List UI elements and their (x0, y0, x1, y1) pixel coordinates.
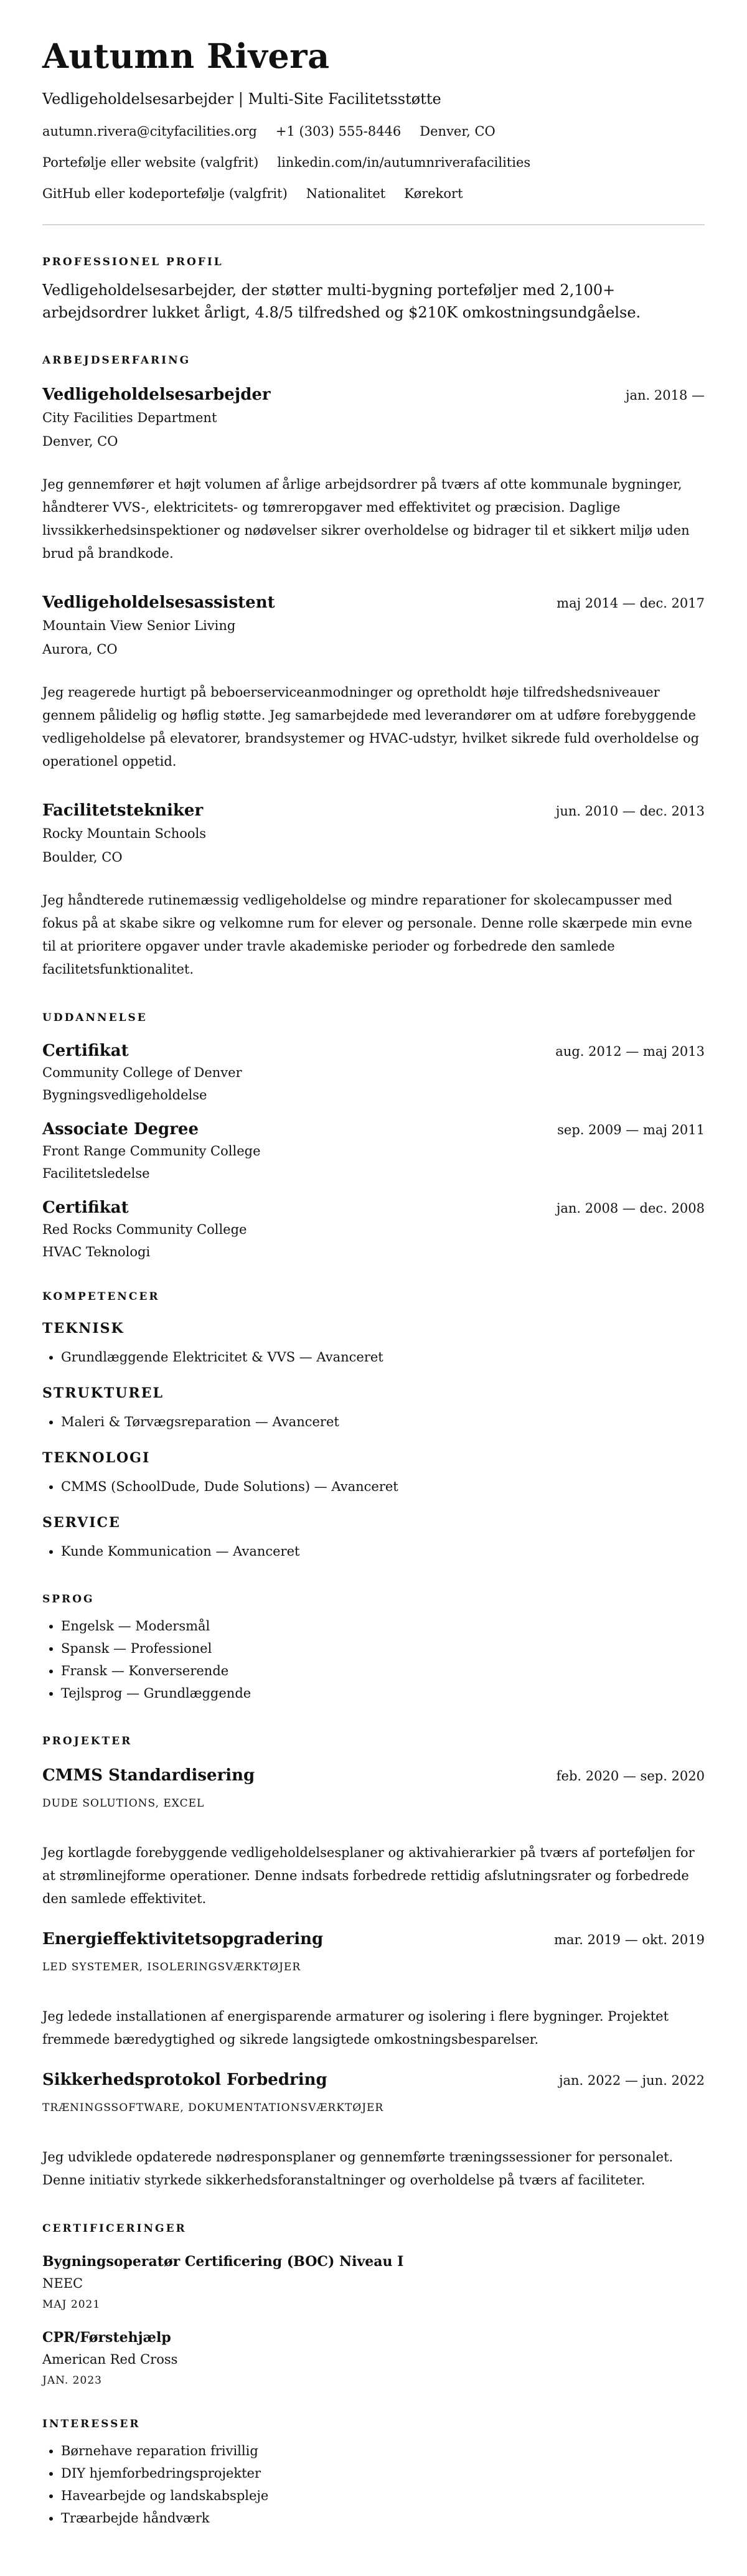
degree-title: Certifikat (42, 1041, 129, 1060)
skill-category: TEKNISK (42, 1320, 125, 1337)
project-description: Jeg udviklede opdaterede nødresponsplaner og gennemførte træningssessioner for personalet. Denne initiativ styrkede sikkerhedsforanstaltninger og overholdelse på tværs af faciliteter. (42, 2150, 674, 2188)
contact-email[interactable]: autumn.rivera@cityfacilities.org (42, 124, 257, 139)
interest-item: • Havearbejde og landskabspleje (61, 2484, 705, 2507)
languages-heading: SPROG (42, 1593, 95, 1605)
language-list (42, 1615, 705, 1704)
project-title: Energieffektivitetsopgradering (42, 1930, 324, 1948)
education-heading: UDDANNELSE (42, 1012, 148, 1024)
experience-entry (42, 385, 705, 565)
candidate-name: Autumn Rivera (42, 36, 330, 76)
interests-heading: INTERESSER (42, 2418, 141, 2430)
projects-heading: PROJEKTER (42, 1735, 133, 1747)
job-employer: Mountain View Senior Living (42, 618, 236, 633)
degree-dates: jan. 2008 — dec. 2008 (556, 1201, 705, 1216)
job-title: Facilitetstekniker (42, 801, 204, 820)
interest-item: • Børnehave reparation frivillig (61, 2440, 705, 2462)
job-dates: jun. 2010 — dec. 2013 (555, 804, 705, 819)
skills-heading: KOMPETENCER (42, 1290, 160, 1303)
job-employer: City Facilities Department (42, 410, 217, 425)
contact-license: Kørekort (404, 186, 463, 201)
certification-entry (42, 2329, 705, 2387)
school-name: Community College of Denver (42, 1065, 242, 1080)
project-tools: LED SYSTEMER, ISOLERINGSVÆRKTØJER (42, 1961, 301, 1973)
job-description: Jeg gennemfører et højt volumen af årlige arbejdsordrer på tværs af otte kommunale bygninger, håndterer VVS-, elektricitets- og tømreropgaver med effektivitet og præcision. Daglige livssikkerhedsinspektioner og nødøvelser sikrer overholdelse og bidrager til et sikkert miljø uden brud på brandkode. (42, 477, 690, 561)
contact-portfolio[interactable]: Portefølje eller website (valgfrit) (42, 155, 259, 170)
contact-nationality: Nationalitet (306, 186, 386, 201)
project-dates: feb. 2020 — sep. 2020 (556, 1769, 705, 1784)
school-name: Front Range Community College (42, 1144, 261, 1159)
project-title: CMMS Standardisering (42, 1766, 255, 1785)
contact-location: Denver, CO (420, 124, 496, 139)
study-field: HVAC Teknologi (42, 1244, 151, 1259)
interests-section (42, 2417, 705, 2529)
certification-issuer: American Red Cross (42, 2352, 178, 2367)
skill-category: TEKNOLOGI (42, 1450, 151, 1466)
profile-heading: PROFESSIONEL PROFIL (42, 256, 223, 268)
job-employer: Rocky Mountain Schools (42, 826, 207, 841)
experience-heading: ARBEJDSERFARING (42, 354, 191, 367)
skill-item: • Maleri & Tørvægsreparation — Avanceret (61, 1411, 705, 1433)
project-dates: jan. 2022 — jun. 2022 (558, 2073, 705, 2088)
project-tools: DUDE SOLUTIONS, EXCEL (42, 1797, 205, 1810)
skill-item: • Kunde Kommunication — Avanceret (61, 1540, 705, 1563)
language-item: • Tejlsprog — Grundlæggende (61, 1682, 705, 1704)
project-entry (42, 1929, 705, 2051)
project-description: Jeg kortlagde forebyggende vedligeholdelsesplaner og aktivahierarkier på tværs af porteføljen for at strømlinejforme operationer. Denne indsats forbedrede rettidig afslutningsrater og forbedrede den samlede effektivitet. (42, 1845, 695, 1906)
experience-section (42, 354, 705, 981)
skill-list (42, 1346, 705, 1368)
school-name: Red Rocks Community College (42, 1222, 247, 1237)
job-description: Jeg håndterede rutinemæssig vedligeholdelse og mindre reparationer for skolecampusser med fokus på at skabe sikre og velkomne rum for elever og personale. Denne rolle skærpede min evne til at prioritere opgaver under travle akademiske perioder og forbedrede den samlede facilitetsfunktionalitet. (42, 893, 692, 977)
projects-section (42, 1734, 705, 2192)
job-location: Aurora, CO (42, 642, 118, 657)
skill-category: SERVICE (42, 1515, 121, 1531)
certification-issuer: NEEC (42, 2276, 83, 2291)
project-entry (42, 1765, 705, 1911)
study-field: Facilitetsledelse (42, 1166, 150, 1181)
job-location: Denver, CO (42, 434, 118, 449)
contact-phone[interactable]: +1 (303) 555-8446 (275, 124, 402, 139)
certifications-section (42, 2222, 705, 2387)
education-entry (42, 1119, 705, 1182)
contact-links (42, 154, 705, 171)
certifications-heading: CERTIFICERINGER (42, 2222, 187, 2235)
language-item: • Fransk — Konverserende (61, 1660, 705, 1682)
languages-section (42, 1592, 705, 1704)
job-location: Boulder, CO (42, 850, 123, 865)
study-field: Bygningsvedligeholdelse (42, 1088, 207, 1102)
header-divider (42, 224, 705, 225)
interest-list (42, 2440, 705, 2529)
project-description: Jeg ledede installationen af energisparende armaturer og isolering i flere bygninger. Projektet fremmede bæredygtighed og sikrede langsigtede omkostningsbesparelser. (42, 2009, 669, 2047)
language-item: • Spansk — Professionel (61, 1637, 705, 1660)
language-item: • Engelsk — Modersmål (61, 1615, 705, 1637)
skill-category: STRUKTUREL (42, 1385, 164, 1401)
skill-list (42, 1411, 705, 1433)
project-entry (42, 2070, 705, 2192)
degree-title: Certifikat (42, 1198, 129, 1217)
job-title: Vedligeholdelsesassistent (42, 593, 275, 612)
degree-title: Associate Degree (42, 1120, 199, 1139)
certification-name: CPR/Førstehjælp (42, 2329, 171, 2346)
candidate-role: Vedligeholdelsesarbejder | Multi-Site Facilitetsstøtte (42, 90, 441, 108)
project-tools: TRÆNINGSSOFTWARE, DOKUMENTATIONSVÆRKTØJER (42, 2102, 384, 2114)
job-description: Jeg reagerede hurtigt på beboerserviceanmodninger og opretholdt høje tilfredshedsniveauer gennem pålidelig og høflig støtte. Jeg samarbejdede med leverandører om at udføre forebyggende vedligeholdelse på elevatorer, brandsystemer og HVAC-udstyr, hvilket sikrede fuld overholdelse og operationel oppetid. (42, 685, 700, 769)
skill-list (42, 1540, 705, 1563)
experience-entry (42, 801, 705, 981)
job-title: Vedligeholdelsesarbejder (42, 385, 271, 404)
degree-dates: sep. 2009 — maj 2011 (557, 1122, 705, 1137)
skill-item: • Grundlæggende Elektricitet & VVS — Avanceret (61, 1346, 705, 1368)
certification-name: Bygningsoperatør Certificering (BOC) Niveau I (42, 2254, 404, 2270)
profile-section (42, 255, 705, 324)
contact-github[interactable]: GitHub eller kodeportefølje (valgfrit) (42, 186, 288, 201)
interest-item: • DIY hjemforbedringsprojekter (61, 2462, 705, 2484)
contact-linkedin[interactable]: linkedin.com/in/autumnriverafacilities (277, 155, 531, 170)
job-dates: maj 2014 — dec. 2017 (557, 596, 705, 611)
education-section (42, 1011, 705, 1260)
experience-entry (42, 593, 705, 773)
skill-item: • CMMS (SchoolDude, Dude Solutions) — Avanceret (61, 1475, 705, 1498)
certification-date: JAN. 2023 (42, 2374, 102, 2387)
skills-section (42, 1290, 705, 1563)
education-entry (42, 1041, 705, 1103)
certification-entry (42, 2253, 705, 2311)
project-title: Sikkerhedsprotokol Forbedring (42, 2071, 327, 2089)
degree-dates: aug. 2012 — maj 2013 (555, 1044, 705, 1059)
profile-summary: Vedligeholdelsesarbejder, der støtter multi-bygning porteføljer med 2,100+ arbejdsordrer lukket årligt, 4.8/5 tilfredshed og $210K omkostningsundgåelse. (42, 281, 641, 321)
skill-list (42, 1475, 705, 1498)
interest-item: • Træarbejde håndværk (61, 2507, 705, 2529)
job-dates: jan. 2018 — (625, 388, 705, 403)
contact-info (42, 123, 705, 139)
contact-extra (42, 186, 705, 202)
education-entry (42, 1198, 705, 1260)
certification-date: MAJ 2021 (42, 2298, 101, 2311)
project-dates: mar. 2019 — okt. 2019 (554, 1932, 705, 1947)
resume-header (42, 37, 705, 225)
